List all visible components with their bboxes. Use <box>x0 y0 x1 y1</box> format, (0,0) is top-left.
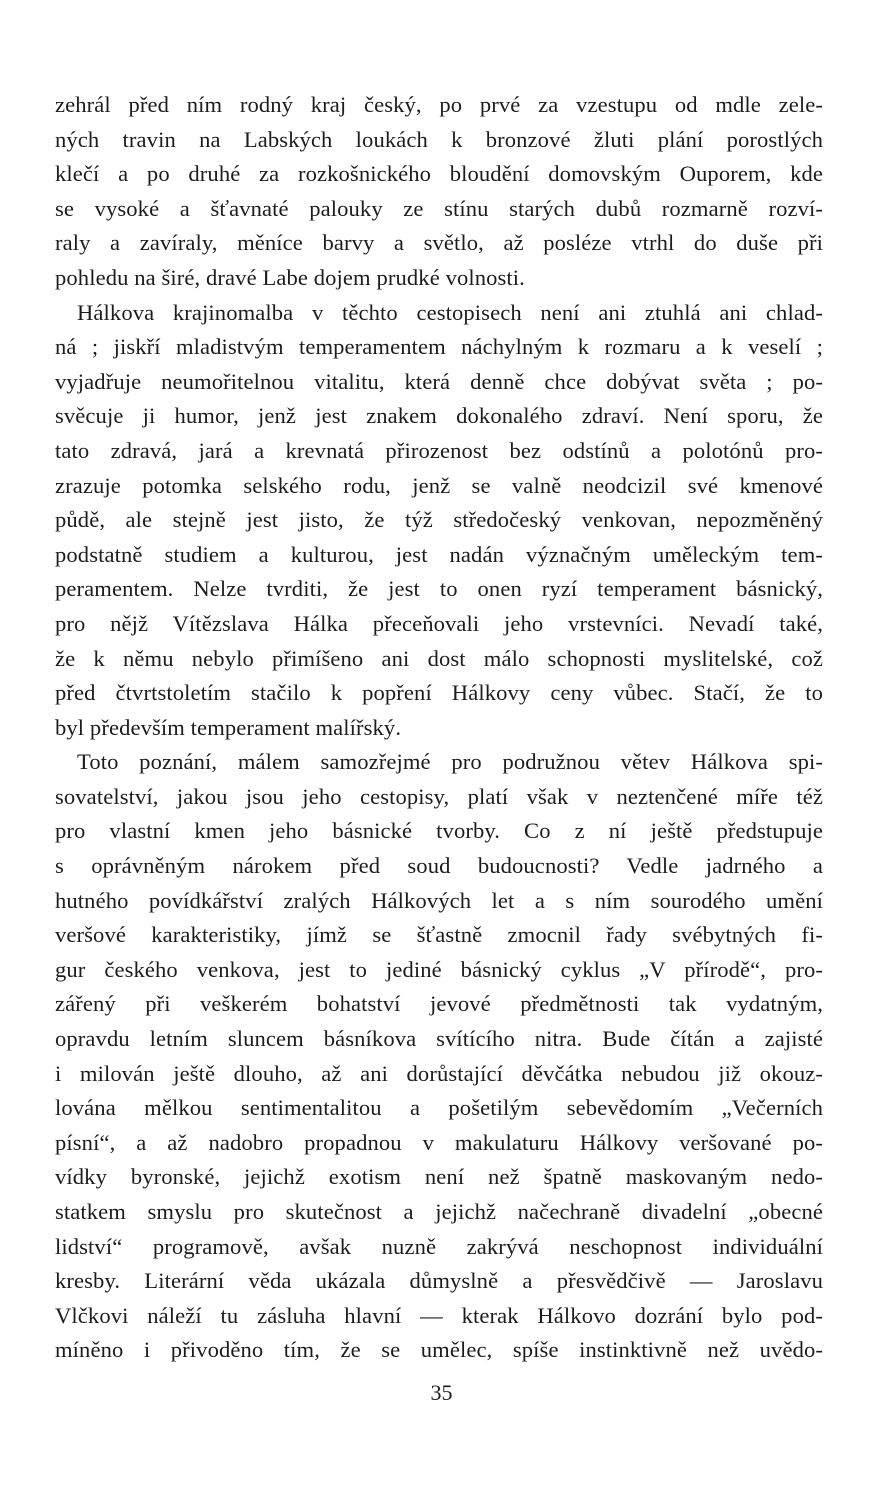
text-line: byl především temperament malířský. <box>55 714 402 740</box>
text-line: míněno i přivoděno tím, že se umělec, spíše instinktivně než uvědo- <box>55 1337 823 1363</box>
text-line: že k němu nebylo přimíšeno ani dost málo schopnosti myslitelské, což <box>55 645 823 671</box>
text-line: vyjadřuje neumořitelnou vitalitu, která denně chce dobývat světa ; po- <box>55 368 823 394</box>
text-line: veršové karakteristiky, jímž se šťastně zmocnil řady svébytných fi- <box>55 922 823 948</box>
text-line: ná ; jiskří mladistvým temperamentem náchylným k rozmaru a k veselí ; <box>55 334 823 360</box>
text-line: zrazuje potomka selského rodu, jenž se valně neodcizil své kmenové <box>55 472 823 498</box>
text-line: pro vlastní kmen jeho básnické tvorby. Co z ní ještě předstupuje <box>55 818 823 844</box>
text-line: statkem smyslu pro skutečnost a jejichž načechraně divadelní „obecné <box>55 1199 823 1224</box>
text-line: hutného povídkářství zralých Hálkových let a s ním sourodého umění <box>55 887 823 913</box>
text-line: pohledu na širé, dravé Labe dojem prudké volnosti. <box>55 264 525 290</box>
text-line: sovatelství, jakou jsou jeho cestopisy, platí však v neztenčené míře též <box>55 783 823 809</box>
paragraph-1 <box>55 88 823 296</box>
text-line: půdě, ale stejně jest jisto, že týž středočeský venkovan, nepozměněný <box>55 507 823 533</box>
text-line: Toto poznání, málem samozřejmé pro podružnou větev Hálkova spi- <box>77 749 823 775</box>
text-line: vídky byronské, jejichž exotism není než špatně maskovaným nedo- <box>55 1164 823 1190</box>
text-line: Vlčkovi náleží tu zásluha hlavní — kterak Hálkovo dozrání bylo pod- <box>55 1302 823 1328</box>
text-line: tato zdravá, jará a krevnatá přirozenost bez odstínů a polotónů pro- <box>55 437 823 463</box>
text-line: lidství“ programově, avšak nuzně zakrývá neschopnost individuální <box>55 1233 823 1259</box>
text-line: před čtvrtstoletím stačilo k popření Hálkovy ceny vůbec. Stačí, že to <box>55 680 823 706</box>
text-line: ných travin na Labských loukách k bronzové žluti plání porostlých <box>55 126 823 152</box>
book-page-text <box>55 88 823 1368</box>
text-line: klečí a po druhé za rozkošnického bloudění domovským Ouporem, kde <box>55 161 823 187</box>
text-line: kresby. Literární věda ukázala důmyslně a přesvědčivě — Jaroslavu <box>55 1268 823 1294</box>
text-line: se vysoké a šťavnaté palouky ze stínu starých dubů rozmarně rozví- <box>55 195 823 221</box>
page-number: 35 <box>430 1380 453 1405</box>
text-line: pro nějž Vítězslava Hálka přeceňovali jeho vrstevníci. Nevadí také, <box>55 610 823 636</box>
text-line: podstatně studiem a kulturou, jest nadán význačným uměleckým tem- <box>55 541 823 567</box>
text-line: i milován ještě dlouho, až ani dorůstající děvčátka nebudou již okouz- <box>55 1060 823 1086</box>
text-line: raly a zavíraly, měníce barvy a světlo, až posléze vtrhl do duše při <box>55 230 823 256</box>
text-line: lována mělkou sentimentalitou a pošetilým sebevědomím „Večerních <box>55 1095 823 1121</box>
text-line: písní“, a až nadobro propadnou v makulaturu Hálkovy veršované po- <box>55 1129 823 1155</box>
text-line: zářený při veškerém bohatství jevové předmětnosti tak vydatným, <box>55 991 823 1017</box>
text-line: opravdu letním sluncem básníkova svítícího nitra. Bude čítán a zajisté <box>55 1026 823 1052</box>
text-line: Hálkova krajinomalba v těchto cestopisech není ani ztuhlá ani chlad- <box>77 299 823 325</box>
text-line: svěcuje ji humor, jenž jest znakem dokonalého zdraví. Není sporu, že <box>55 403 823 429</box>
text-line: s oprávněným nárokem před soud budoucnosti? Vedle jadrného a <box>55 853 823 879</box>
text-line: zehrál před ním rodný kraj český, po prvé za vzestupu od mdle zele- <box>55 92 823 117</box>
text-line: peramentem. Nelze tvrditi, že jest to onen ryzí temperament básnický, <box>55 576 823 602</box>
paragraph-3 <box>55 745 823 1368</box>
text-line: gur českého venkova, jest to jediné básnický cyklus „V přírodě“, pro- <box>55 956 823 982</box>
paragraph-2 <box>55 296 823 746</box>
